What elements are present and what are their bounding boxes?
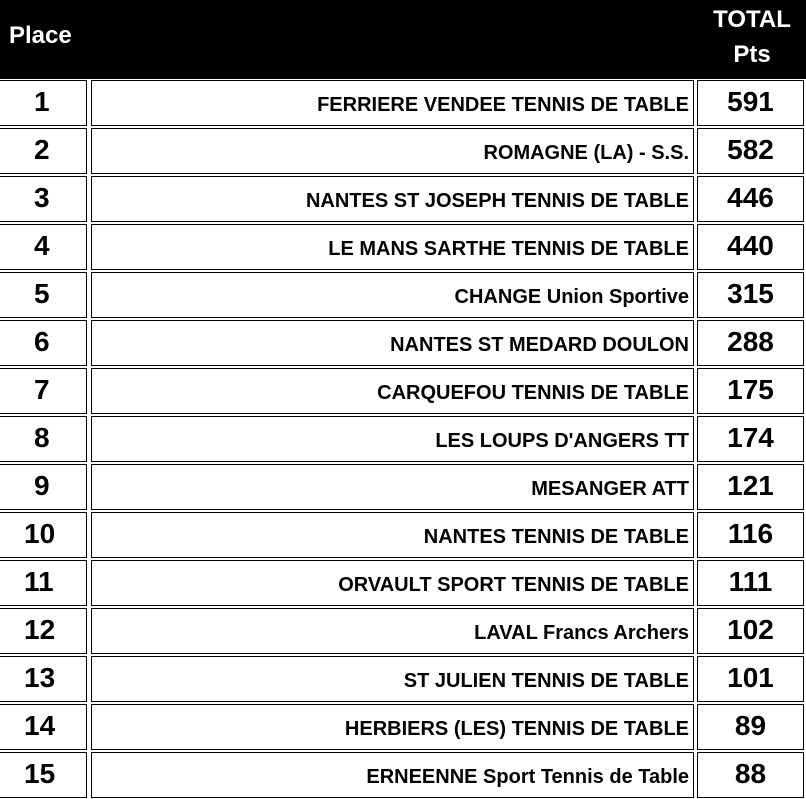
club-cell <box>91 416 694 462</box>
place-number: 4 <box>34 230 50 261</box>
points-value: 102 <box>727 614 774 645</box>
table-row <box>0 559 806 607</box>
place-cell <box>0 224 87 270</box>
club-name: LES LOUPS D'ANGERS TT <box>435 430 689 452</box>
table-body <box>0 79 806 799</box>
club-cell <box>91 464 694 510</box>
place-number: 9 <box>34 470 50 501</box>
club-cell <box>91 656 694 702</box>
table-header <box>0 0 806 79</box>
club-name: LE MANS SARTHE TENNIS DE TABLE <box>328 238 689 260</box>
points-cell <box>697 272 804 318</box>
club-name: CARQUEFOU TENNIS DE TABLE <box>377 382 689 404</box>
club-cell <box>91 368 694 414</box>
club-cell <box>91 752 694 798</box>
table-row <box>0 367 806 415</box>
place-cell <box>0 176 87 222</box>
club-cell <box>91 80 694 126</box>
place-cell <box>0 272 87 318</box>
club-cell <box>91 176 694 222</box>
place-number: 13 <box>24 662 56 693</box>
club-name: HERBIERS (LES) TENNIS DE TABLE <box>344 718 689 740</box>
club-name: ST JULIEN TENNIS DE TABLE <box>403 670 689 692</box>
table-row <box>0 703 806 751</box>
club-name: MESANGER ATT <box>531 478 689 500</box>
points-value: 89 <box>734 710 767 741</box>
club-cell <box>91 128 694 174</box>
club-name: NANTES ST JOSEPH TENNIS DE TABLE <box>305 190 689 212</box>
club-name: CHANGE Union Sportive <box>454 286 689 308</box>
points-value: 591 <box>727 86 774 117</box>
points-cell <box>697 176 804 222</box>
header-place: Place <box>9 22 72 49</box>
points-cell <box>697 368 804 414</box>
place-number: 2 <box>34 134 50 165</box>
place-cell <box>0 128 87 174</box>
club-name: LAVAL Francs Archers <box>474 622 689 644</box>
points-cell <box>697 704 804 750</box>
place-cell <box>0 608 87 654</box>
place-number: 7 <box>34 374 50 405</box>
points-cell <box>697 656 804 702</box>
place-cell <box>0 560 87 606</box>
points-value: 88 <box>734 758 767 789</box>
place-number: 11 <box>24 566 54 597</box>
club-cell <box>91 608 694 654</box>
place-cell <box>0 416 87 462</box>
table-row <box>0 319 806 367</box>
header-total-line1: TOTAL <box>713 6 791 33</box>
place-number: 12 <box>24 614 56 645</box>
points-value: 288 <box>727 326 774 357</box>
table-row <box>0 463 806 511</box>
club-cell <box>91 320 694 366</box>
header-total-points <box>700 2 804 72</box>
club-cell <box>91 272 694 318</box>
place-number: 1 <box>34 86 50 117</box>
place-cell <box>0 464 87 510</box>
club-name: ERNEENNE Sport Tennis de Table <box>366 766 689 788</box>
place-number: 6 <box>34 326 50 357</box>
place-cell <box>0 656 87 702</box>
table-row <box>0 751 806 799</box>
place-cell <box>0 704 87 750</box>
points-value: 101 <box>727 662 774 693</box>
points-value: 121 <box>727 470 774 501</box>
table-row <box>0 175 806 223</box>
points-cell <box>697 608 804 654</box>
place-number: 8 <box>34 422 50 453</box>
place-cell <box>0 368 87 414</box>
points-cell <box>697 320 804 366</box>
points-value: 111 <box>728 566 773 597</box>
points-cell <box>697 752 804 798</box>
points-cell <box>697 416 804 462</box>
place-number: 15 <box>24 758 56 789</box>
club-name: NANTES TENNIS DE TABLE <box>423 526 689 548</box>
place-cell <box>0 80 87 126</box>
place-number: 3 <box>34 182 50 213</box>
place-cell <box>0 320 87 366</box>
table-row <box>0 415 806 463</box>
club-name: NANTES ST MEDARD DOULON <box>390 334 689 356</box>
place-cell <box>0 512 87 558</box>
table-row <box>0 127 806 175</box>
points-cell <box>697 224 804 270</box>
table-row <box>0 655 806 703</box>
points-cell <box>697 512 804 558</box>
table-row <box>0 79 806 127</box>
table-row <box>0 223 806 271</box>
club-name: ROMAGNE (LA) - S.S. <box>483 142 689 164</box>
points-cell <box>697 464 804 510</box>
place-cell <box>0 752 87 798</box>
place-number: 14 <box>24 710 56 741</box>
club-name: ORVAULT SPORT TENNIS DE TABLE <box>338 574 689 596</box>
table-row <box>0 511 806 559</box>
points-value: 582 <box>727 134 774 165</box>
points-cell <box>697 128 804 174</box>
place-number: 5 <box>34 278 50 309</box>
club-cell <box>91 224 694 270</box>
table-row <box>0 271 806 319</box>
club-cell <box>91 560 694 606</box>
points-value: 174 <box>727 422 774 453</box>
points-value: 440 <box>727 230 774 261</box>
points-value: 116 <box>727 518 774 549</box>
table-row <box>0 607 806 655</box>
points-value: 315 <box>727 278 774 309</box>
points-value: 446 <box>727 182 774 213</box>
points-cell <box>697 80 804 126</box>
points-cell <box>697 560 804 606</box>
header-total-line2: Pts <box>733 41 771 68</box>
points-value: 175 <box>727 374 774 405</box>
place-number: 10 <box>24 518 56 549</box>
club-name: FERRIERE VENDEE TENNIS DE TABLE <box>317 94 689 116</box>
club-cell <box>91 512 694 558</box>
club-cell <box>91 704 694 750</box>
